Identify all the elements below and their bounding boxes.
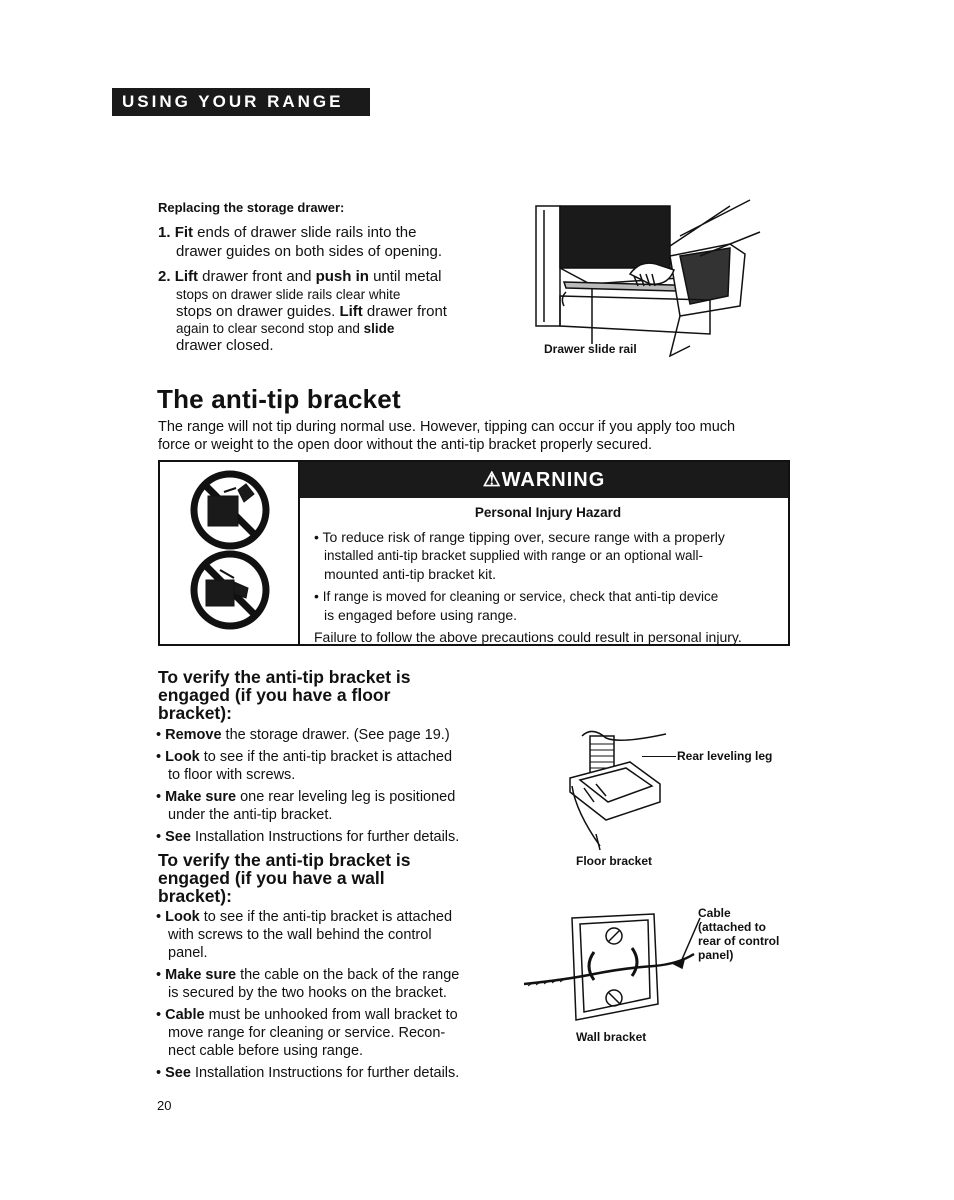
step-text: ends of drawer slide rails into the [193,224,417,241]
floor-bullet: • Look to see if the anti-tip bracket is attached to floor with screws. [156,749,453,783]
intro-line: force or weight to the open door without the anti-tip bracket properly secured. [158,437,653,453]
floor-heading [158,668,488,722]
warning-text: If range is moved for cleaning or service, check that anti-tip device [322,589,719,604]
warning-text: is engaged before using range. [324,607,518,623]
wall-bullet: • See Installation Instructions for further details. [156,1065,460,1081]
heading-line: engaged (if you have a wall [158,868,385,888]
wall-bullets [156,908,496,1086]
step-keyword: Fit [174,224,194,241]
drawer-heading: Replacing the storage drawer: [158,200,345,215]
wall-bullet: • Cable must be unhooked from wall bracket to move range for cleaning or service. Recon- nect cable before using range. [156,1007,458,1059]
no-tip-icon [160,462,296,644]
warning-bullet: • To reduce risk of range tipping over, secure range with a properly installed anti-tip bracket supplied with range or an optional wall- mounted anti-tip bracket kit. [314,529,725,582]
drawer-step-2 [158,267,498,354]
wall-bracket-label: Wall bracket [576,1030,647,1044]
step-text: until metal [368,268,442,285]
warning-bullet: • If range is moved for cleaning or service, check that anti-tip device is engaged before using range. [314,588,719,623]
wall-bullet: • Make sure the cable on the back of the range is secured by the two hooks on the bracket. [156,967,460,1001]
anti-tip-intro [158,418,798,454]
floor-bullet: • Make sure one rear leveling leg is positioned under the anti-tip bracket. [156,789,456,823]
heading-line: To verify the anti-tip bracket is [158,667,411,687]
warning-triangle-icon: ⚠ [482,469,502,491]
step-keyword: Lift [174,268,199,285]
floor-bracket-illustration [560,722,680,852]
step-keyword: slide [363,321,395,336]
drawer-illustration [530,196,780,364]
floor-bullet: • See Installation Instructions for further details. [156,829,460,845]
step-text: again to clear second stop and [176,321,364,336]
label-line: Cable [698,906,731,920]
cable-label [698,906,779,962]
step-keyword: Lift [339,303,363,320]
section-banner: USING YOUR RANGE [112,88,370,116]
heading-line: bracket): [158,703,232,723]
warning-text: mounted anti-tip bracket kit. [324,566,496,582]
warning-content [314,504,782,646]
warning-header [300,462,788,498]
step-text: drawer front [362,303,447,320]
warning-subtitle: Personal Injury Hazard [474,505,622,520]
label-line: panel) [698,948,734,962]
step-keyword: push in [315,268,369,285]
warning-box [158,460,790,646]
step-number: 1. [158,224,171,241]
leader-line [642,756,676,757]
floor-bullets [156,726,496,850]
wall-heading [158,851,488,905]
page-title: The anti-tip bracket [157,384,401,414]
page-number: 20 [157,1098,172,1113]
heading-line: engaged (if you have a floor [158,685,391,705]
step-text: stops on drawer guides. [176,303,340,320]
heading-line: bracket): [158,886,232,906]
heading-line: To verify the anti-tip bracket is [158,850,411,870]
step-text: drawer front and [198,268,316,285]
step-text: drawer closed. [176,337,274,354]
step-text: drawer guides on both sides of opening. [176,243,443,260]
step-number: 2. [158,268,171,285]
wall-bracket-illustration [524,908,704,1028]
wall-bullet: • Look to see if the anti-tip bracket is attached with screws to the wall behind the control panel. [156,909,453,961]
drawer-step-1 [158,223,498,261]
label-line: rear of control [698,934,780,948]
warning-label: WARNING [501,469,606,491]
warning-text: installed anti-tip bracket supplied with range or an optional wall- [324,548,703,563]
warning-pictograms [160,462,300,644]
floor-bracket-label: Floor bracket [576,854,653,868]
drawer-figure-label: Drawer slide rail [544,342,637,356]
floor-bullet: • Remove the storage drawer. (See page 19.) [156,727,450,743]
step-text: stops on drawer slide rails clear white [176,287,401,302]
intro-line: The range will not tip during normal use. However, tipping can occur if you apply too much [158,419,736,435]
rear-leveling-leg-label: Rear leveling leg [677,749,773,763]
warning-text: To reduce risk of range tipping over, secure range with a properly [322,529,725,545]
label-line: (attached to [698,920,767,934]
warning-footer: Failure to follow the above precautions could result in personal injury. [314,629,742,645]
